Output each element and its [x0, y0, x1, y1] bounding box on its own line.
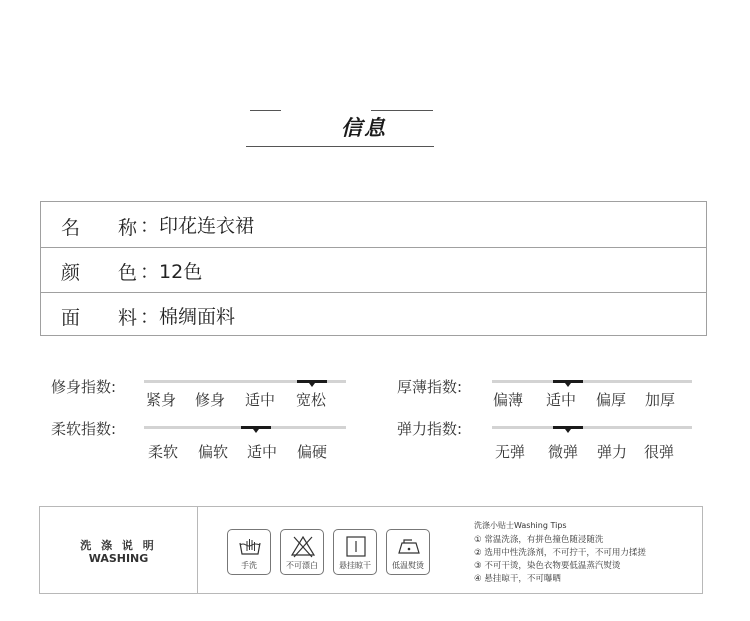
- fit-option: 修身: [195, 391, 226, 409]
- thickness-option-selected: 适中: [546, 391, 577, 409]
- washing-panel: [39, 506, 703, 594]
- label-char: 面: [61, 307, 81, 329]
- thickness-option: 加厚: [645, 391, 676, 409]
- value-text: 12色: [159, 260, 203, 283]
- hang-dry-label: 悬挂晾干: [339, 561, 371, 570]
- softness-option: 偏硬: [297, 443, 328, 461]
- elasticity-option: 无弹: [495, 443, 526, 461]
- hand-wash-label: 手洗: [241, 561, 257, 570]
- softness-selected-marker: [241, 426, 271, 429]
- fit-option-selected: 宽松: [296, 391, 327, 409]
- softness-index-label: 柔软指数:: [51, 420, 117, 438]
- info-row-fabric: [41, 292, 706, 337]
- washing-tip: ② 选用中性洗涤剂，不可拧干，不可用力揉搓: [474, 548, 646, 558]
- thickness-index-label: 厚薄指数:: [397, 378, 463, 396]
- value-text: 棉绸面料: [159, 305, 236, 328]
- fit-index-label: 修身指数:: [51, 378, 117, 396]
- care-symbol-hang-dry: [333, 529, 377, 575]
- softness-option: 偏软: [198, 443, 229, 461]
- elasticity-index-label: 弹力指数:: [397, 420, 463, 438]
- care-symbol-hand-wash: [227, 529, 271, 575]
- washing-tip: ① 常温洗涤，有拼色撞色随浸随洗: [474, 535, 604, 545]
- value-text: 印花连衣裙: [159, 215, 255, 237]
- softness-option: 柔软: [148, 443, 179, 461]
- fit-option: 紧身: [146, 391, 177, 409]
- care-symbol-no-bleach: [280, 529, 324, 575]
- washing-title-en: WASHING: [88, 552, 149, 565]
- thickness-option: 偏厚: [596, 391, 627, 409]
- elasticity-option: 很弹: [644, 443, 675, 461]
- info-value: [140, 257, 202, 284]
- colon: ：: [140, 260, 160, 283]
- thickness-selected-marker: [553, 380, 583, 383]
- softness-option-selected: 适中: [247, 443, 278, 461]
- header-line-bottom: [246, 146, 434, 147]
- thickness-scale-line: [492, 380, 692, 383]
- washing-title-cn: 洗 涤 说 明: [80, 539, 157, 552]
- thickness-option: 偏薄: [493, 391, 524, 409]
- label-char: 料: [118, 307, 138, 329]
- elasticity-option: 弹力: [597, 443, 628, 461]
- washing-tip: ④ 悬挂晾干，不可曝晒: [474, 574, 561, 584]
- info-row-name: [41, 202, 706, 247]
- label-char: 色: [118, 262, 138, 284]
- header-line-top-right: [371, 110, 433, 111]
- washing-divider: [197, 507, 198, 593]
- colon: ：: [140, 305, 160, 328]
- info-value: [140, 302, 235, 329]
- elasticity-scale-line: [492, 426, 692, 429]
- elasticity-option-selected: 微弹: [548, 443, 579, 461]
- info-table: [40, 201, 707, 336]
- washing-tips-title: 洗涤小贴士Washing Tips: [474, 521, 567, 530]
- section-title: 信息: [341, 115, 387, 140]
- elasticity-selected-marker: [553, 426, 583, 429]
- label-char: 名: [61, 216, 81, 239]
- low-temp-iron-label: 低温熨烫: [392, 561, 424, 570]
- info-value: [140, 211, 254, 238]
- header-line-top-left: [250, 110, 281, 111]
- label-char: 颜: [61, 262, 81, 284]
- fit-selected-marker: [297, 380, 327, 383]
- washing-tip: ③ 不可干烫，染色衣物要低温蒸汽熨烫: [474, 561, 621, 571]
- no-bleach-label: 不可漂白: [286, 561, 318, 570]
- care-symbol-low-temp-iron: [386, 529, 430, 575]
- label-char: 称: [118, 216, 138, 239]
- info-row-color: [41, 247, 706, 292]
- colon: ：: [140, 215, 160, 237]
- fit-option: 适中: [245, 391, 276, 409]
